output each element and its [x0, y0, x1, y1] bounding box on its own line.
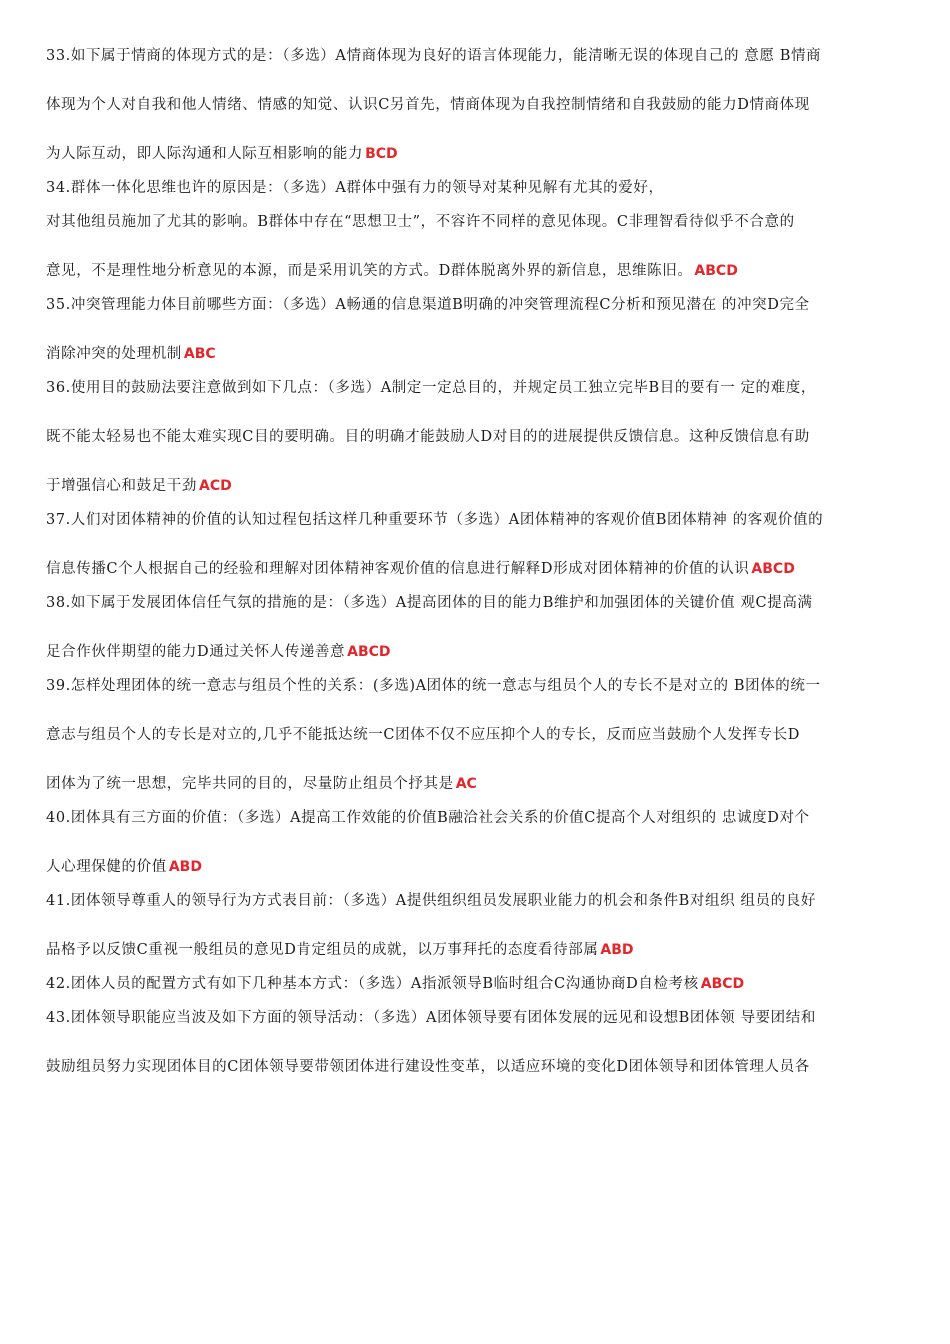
question-40-line-1: 40.团体具有三方面的价值：（多选）A提高工作效能的价值B融洽社会关系的价值C提高个人对组织的 忠诚度D对个: [46, 810, 810, 826]
question-43-line-2: 鼓励组员努力实现团体目的C团体领导要带领团体进行建设性变革，以适应环境的变化D团体领导和团体管理人员各: [46, 1059, 810, 1075]
question-35: [46, 293, 906, 366]
question-34: [46, 176, 906, 283]
question-40-line-2: [46, 855, 906, 879]
question-34-line-3: [46, 259, 906, 283]
question-33-line-2: 体现为个人对自我和他人情绪、情感的知觉、认识C另首先，情商体现为自我控制情绪和自我鼓励的能力D情商体现: [46, 97, 810, 113]
question-37: [46, 508, 906, 581]
question-38: [46, 591, 906, 664]
question-34-line-1: 34.群体一体化思维也许的原因是：（多选）A群体中强有力的领导对某种见解有尤其的爱好，: [46, 180, 664, 196]
question-42-line-1-text: 42.团体人员的配置方式有如下几种基本方式：（多选）A指派领导B临时组合C沟通协商D自检考核: [46, 976, 699, 992]
question-38-answer: ABCD: [347, 644, 391, 660]
question-42-line-1: [46, 972, 906, 996]
question-37-line-1: 37.人们对团体精神的价值的认知过程包括这样几种重要环节（多选）A团体精神的客观价值B团体精神 的客观价值的: [46, 512, 824, 528]
question-39-line-3: [46, 772, 906, 796]
question-33-line-3-text: 为人际互动，即人际沟通和人际互相影响的能力: [46, 146, 364, 162]
question-39: [46, 674, 906, 796]
question-34-answer: ABCD: [694, 263, 738, 279]
question-36-line-2: 既不能太轻易也不能太难实现C目的要明确。目的明确才能鼓励人D对目的的进展提供反馈信息。这种反馈信息有助: [46, 429, 810, 445]
question-41: [46, 889, 906, 962]
question-37-line-2-text: 信息传播C个人根据自己的经验和理解对团体精神客观价值的信息进行解释D形成对团体精神的价值的认识: [46, 561, 750, 577]
question-41-line-2: [46, 938, 906, 962]
question-33-line-3: [46, 142, 906, 166]
question-42: [46, 972, 906, 996]
question-33-answer: BCD: [365, 146, 398, 162]
question-36-answer: ACD: [199, 478, 232, 494]
question-41-line-2-text: 品格予以反馈C重视一般组员的意见D肯定组员的成就，以万事拜托的态度看待部属: [46, 942, 599, 958]
question-34-line-2: 对其他组员施加了尤其的影响。B群体中存在“思想卫士”，不容许不同样的意见体现。C非理智看待似乎不合意的: [46, 214, 795, 230]
question-35-line-2-text: 消除冲突的处理机制: [46, 346, 182, 362]
question-33: [46, 44, 906, 166]
question-40-answer: ABD: [168, 859, 202, 875]
question-38-line-1: 38.如下属于发展团体信任气氛的措施的是：（多选）A提高团体的目的能力B维护和加强团体的关键价值 观C提高满: [46, 595, 813, 611]
question-38-line-2-text: 足合作伙伴期望的能力D通过关怀人传递善意: [46, 644, 346, 660]
question-37-answer: ABCD: [751, 561, 795, 577]
question-36-line-3-text: 于增强信心和鼓足干劲: [46, 478, 197, 494]
question-43: [46, 1006, 906, 1079]
question-40: [46, 806, 906, 879]
question-39-line-2: 意志与组员个人的专长是对立的,几乎不能抵达统一C团体不仅不应压抑个人的专长，反而应当鼓励个人发挥专长D: [46, 727, 800, 743]
question-41-answer: ABD: [600, 942, 634, 958]
question-33-line-1: 33.如下属于情商的体现方式的是：（多选）A情商体现为良好的语言体现能力，能清晰无误的体现自己的 意愿 B情商: [46, 48, 822, 64]
question-41-line-1: 41.团体领导尊重人的领导行为方式表目前：（多选）A提供组织组员发展职业能力的机会和条件B对组织 组员的良好: [46, 893, 816, 909]
question-39-line-1: 39.怎样处理团体的统一意志与组员个性的关系：(多选)A团体的统一意志与组员个人的专长不是对立的 B团体的统一: [46, 678, 821, 694]
question-38-line-2: [46, 640, 906, 664]
question-37-line-2: [46, 557, 906, 581]
question-36: [46, 376, 906, 498]
question-40-line-2-text: 人心理保健的价值: [46, 859, 167, 875]
question-35-answer: ABC: [183, 346, 216, 362]
question-39-line-3-text: 团体为了统一思想，完毕共同的目的，尽量防止组员个抒其是: [46, 776, 454, 792]
question-35-line-2: [46, 342, 906, 366]
question-39-answer: AC: [455, 776, 477, 792]
question-34-line-3-text: 意见，不是理性地分析意见的本源，而是采用讥笑的方式。D群体脱离外界的新信息，思维陈旧。: [46, 263, 693, 279]
question-36-line-3: [46, 474, 906, 498]
question-42-answer: ABCD: [700, 976, 745, 992]
question-43-line-1: 43.团体领导职能应当波及如下方面的领导活动：（多选）A团体领导要有团体发展的远见和设想B团体领 导要团结和: [46, 1010, 816, 1026]
question-36-line-1: 36.使用目的鼓励法要注意做到如下几点：（多选）A制定一定总目的，并规定员工独立完毕B目的要有一 定的难度，: [46, 380, 816, 396]
question-35-line-1: 35.冲突管理能力体目前哪些方面：（多选）A畅通的信息渠道B明确的冲突管理流程C分析和预见潜在 的冲突D完全: [46, 297, 810, 313]
document-page: [46, 44, 906, 1089]
